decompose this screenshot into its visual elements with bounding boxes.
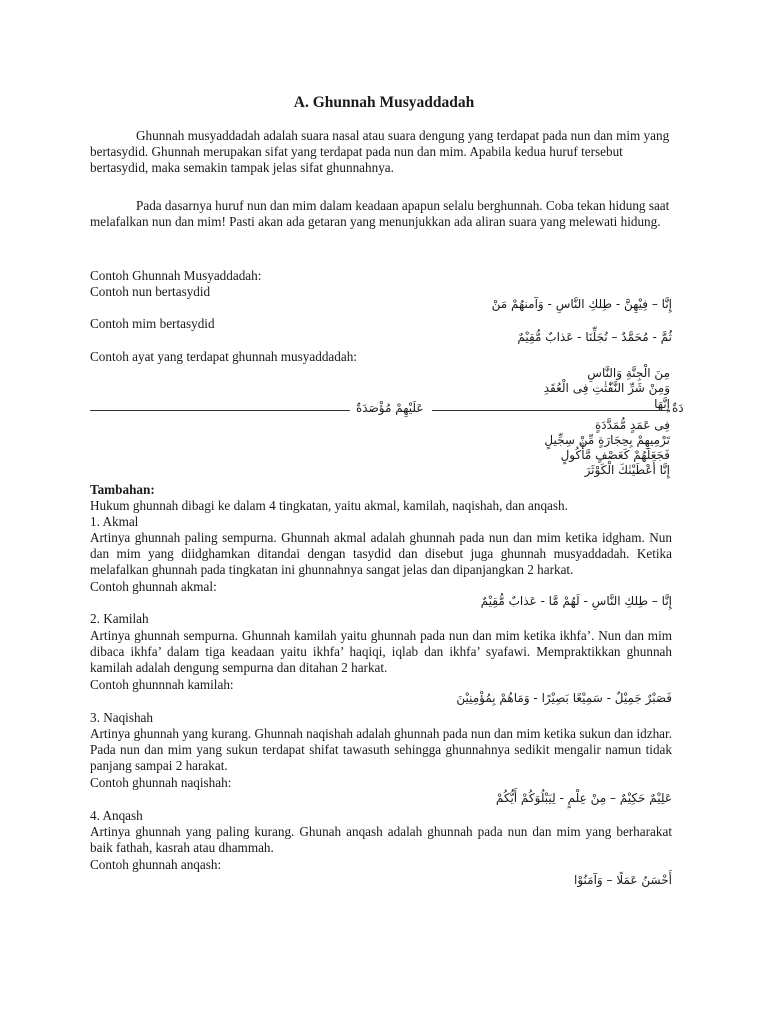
- tambahan-heading-text: Tambahan:: [90, 482, 155, 497]
- level-4-example-label: Contoh ghunnah anqash:: [90, 857, 222, 872]
- mim-label: Contoh mim bertasydid: [90, 316, 215, 331]
- level-2-text: Artinya ghunnah sempurna. Ghunnah kamilah yaitu ghunnah pada nun dan mim ketika ikhfa’. Nun dan mim dibaca ikhfa’ dalam tiga keadaan yaitu ikhfa’ haqiqi, iqlab dan ikhfa’ syafawi. Mempraktikkan ghunnah kamilah adalah dengung sempurna dan ditahan 2 harkat.: [90, 628, 672, 676]
- level-3-example-arabic: عَلِيْمٌ حَكِيْمٌ – مِنْ عِلْمٍ - لِيَبْلُوَكُمْ أَيُّكُمْ: [495, 791, 672, 805]
- level-4-title: 4. Anqash: [90, 808, 143, 823]
- tambahan-intro: Hukum ghunnah dibagi ke dalam 4 tingkatan, yaitu akmal, kamilah, naqishah, dan anqash.: [90, 498, 568, 513]
- ayat-line-1: مِنَ الْجِنَّةِ وَالنَّاسِ: [587, 366, 670, 380]
- tambahan-heading: [90, 482, 672, 498]
- examples-heading: Contoh Ghunnah Musyaddadah:: [90, 268, 262, 283]
- level-1-example-label: Contoh ghunnah akmal:: [90, 579, 217, 594]
- ayat-line-6: فِى عَمَدٍ مُّمَدَّدَةٍ: [594, 418, 670, 432]
- ayat-line-rule-right: [432, 410, 670, 411]
- level-2-example-arabic: فَصَبْرٌ جَمِيْلٌ - سَمِيْعًا بَصِيْرًا - وَمَاهُمْ بِمُؤْمِنِيْنَ: [456, 691, 672, 705]
- intro-text-2: Pada dasarnya huruf nun dan mim dalam keadaan apapun selalu berghunnah. Coba tekan hidung saat melafalkan nun dan mim! Pasti akan ada getaran yang menunjukkan ada aliran suara yang melewati hidung.: [90, 198, 670, 230]
- ayat-line-2: وَمِنْ شَرِّ النَّفّٰثٰتِ فِى الْعُقَدِ: [543, 381, 670, 395]
- level-4-text: Artinya ghunnah yang paling kurang. Ghunah anqash adalah ghunnah pada nun dan mim yang berharakat baik fathah, kasrah atau dhammah.: [90, 824, 672, 856]
- ayat-line-3: إِنَّهَا: [654, 397, 670, 411]
- level-4-example-arabic: أَحْسَنُ عَمَلًا – وَآمَنُوْا: [573, 873, 672, 887]
- level-3-title: 3. Naqishah: [90, 710, 153, 725]
- level-3-text: Artinya ghunnah yang kurang. Ghunnah naqishah adalah ghunnah pada nun dan mim ketika sukun dan idzhar. Pada nun dan mim yang sukun terdapat shifat tawasuth sehingga ghunnahnya sedikit mengalir namun tidak panjang sampai 2 harakat.: [90, 726, 672, 774]
- intro-paragraph-1: [90, 128, 672, 177]
- ayat-line-7: تَرْمِيهِمْ بِحِجَارَةٍ مِّنْ سِجِّيلٍ: [544, 433, 670, 447]
- nun-label: Contoh nun bertasydid: [90, 284, 211, 299]
- mim-arabic-example: ثُمَّ - مُحَمَّدٌ – نُجَلِّنَا - عَذابٌ مُّقِيْمٌ: [517, 330, 672, 344]
- level-1-example-arabic: إِنَّا – طِلكِ النَّاسِ - لَهُمْ مَّا - عَذابٌ مُّقِيْمٌ: [480, 594, 672, 608]
- level-2-title: 2. Kamilah: [90, 611, 149, 626]
- ayat-line-9: إِنَّا أَعْطَيْنٰكَ الْكَوْثَرَ: [584, 463, 670, 477]
- level-2-example-label: Contoh ghunnnah kamilah:: [90, 677, 234, 692]
- level-1-text: Artinya ghunnah paling sempurna. Ghunnah akmal adalah ghunnah pada nun dan mim ketika idgham. Nun dan mim yang diidghamkan ditandai dengan tasydid dan disebut juga ghunnah musyaddadah. Ketika melafalkan ghunnah pada tingkatan ini ghunnahnya sangat jelas dan dipanjangkan 2 harkat.: [90, 530, 672, 578]
- intro-text-1: Ghunnah musyaddadah adalah suara nasal atau suara dengung yang terdapat pada nun dan mim yang bertasydid. Ghunnah merupakan sifat yang terdapat pada nun dan mim. Apabila kedua huruf tersebut bertasydid, maka semakin tampak jelas sifat ghunnahnya.: [90, 128, 670, 176]
- page-title: A. Ghunnah Musyaddadah: [293, 94, 475, 111]
- nun-arabic-example: إِنَّا – فِيْهِنَّ - طِلكِ النَّاسِ - وَآمنهُمْ مَنْ: [491, 297, 672, 311]
- level-3-example-label: Contoh ghunnah naqishah:: [90, 775, 232, 790]
- ayat-line-4: عَلَيْهِمْ مُؤْصَدَةٌ: [356, 401, 424, 415]
- level-1-title: 1. Akmal: [90, 514, 139, 529]
- intro-paragraph-2: [90, 198, 672, 230]
- ayat-line-rule-left: [90, 410, 350, 411]
- ayat-line-8: فَجَعَلَهُمْ كَعَصْفٍ مَّأْكُولٍ: [560, 448, 670, 462]
- ayat-line-5: دَةٌ: [672, 401, 684, 415]
- ayat-label: Contoh ayat yang terdapat ghunnah musyaddadah:: [90, 349, 357, 364]
